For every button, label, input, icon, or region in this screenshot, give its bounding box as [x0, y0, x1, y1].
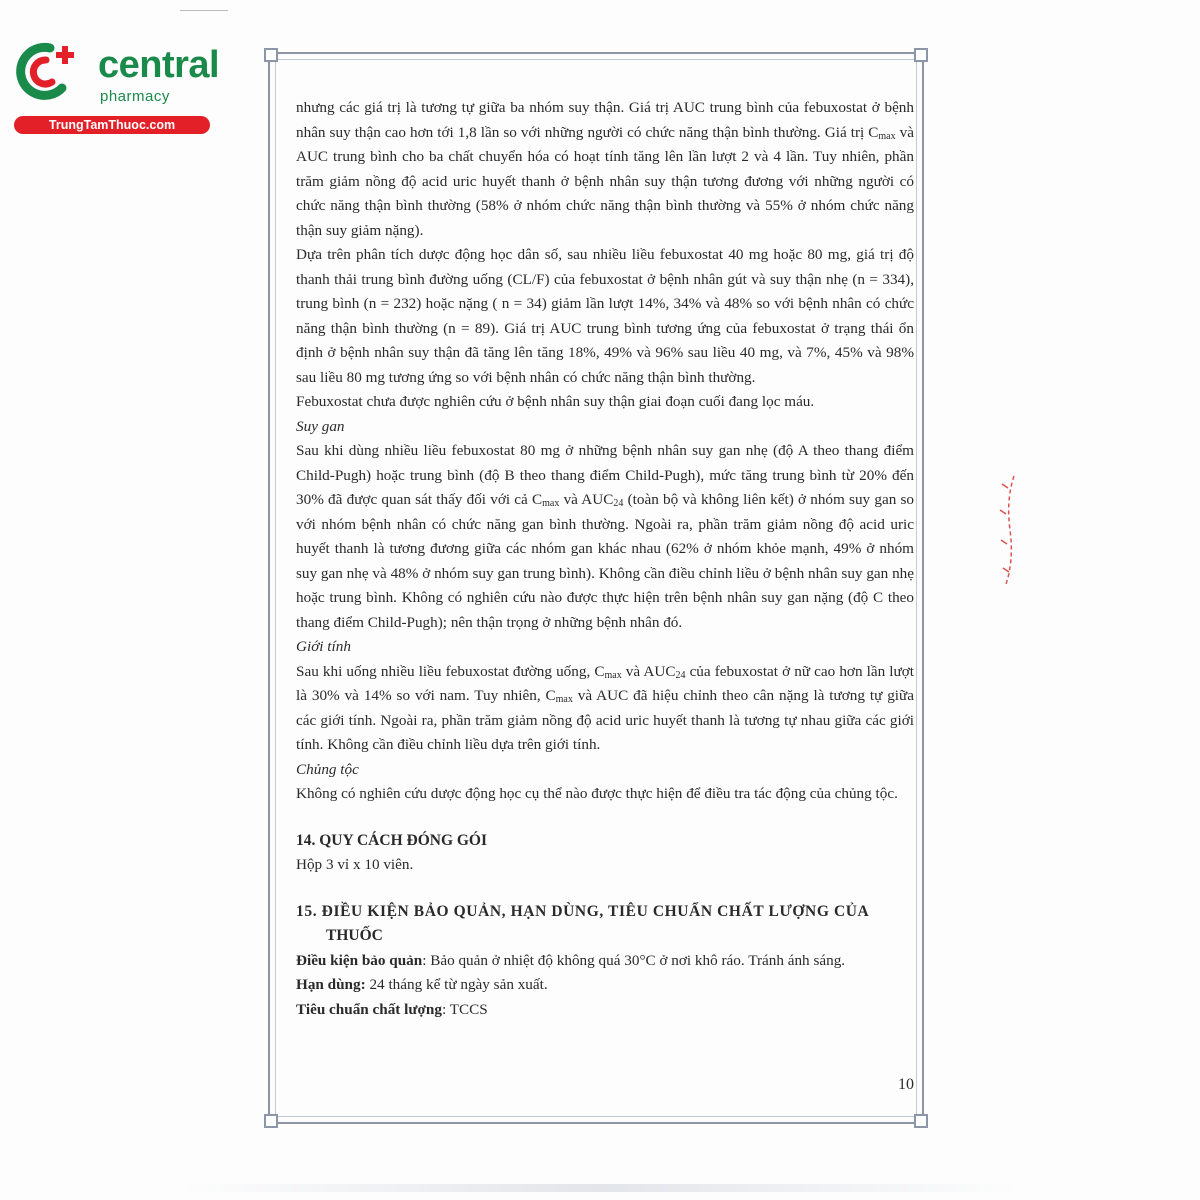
paragraph-liver: Sau khi dùng nhiều liều febuxostat 80 mg ở những bệnh nhân suy gan nhẹ (độ A theo thang điểm Child-Pugh) hoặc trung bình (độ B theo thang điểm Child-Pugh), mức tăng trung bình từ 20% đến 30% đã được quan sát thấy đối với cả $C_{max}$ và $AUC_{24}$ (toàn bộ và không liên kết) ở nhóm suy gan so với nhóm bệnh nhân có chức năng gan bình thường. Ngoài ra, phần trăm giảm nồng độ acid uric huyết thanh là tương đương giữa các nhóm gan khác nhau (62% ở nhóm khỏe mạnh, 49% ở nhóm suy gan nhẹ và 48% ở nhóm suy gan trung bình). Không cần điều chỉnh liều ở bệnh nhân suy gan nhẹ hoặc trung bình. Không có nghiên cứu nào được thực hiện trên bệnh nhân suy gan nặng (độ C theo thang điểm Child-Pugh); nên thận trọng ở những bệnh nhân đó. — [296, 442, 915, 631]
paragraph-gender: Sau khi uống nhiều liều febuxostat đường uống, $C_{max}$ và $AUC_{24}$ của febuxostat ở nữ cao hơn lần lượt là 30% và 14% so với nam. Tuy nhiên, $C_{max}$ và AUC đã hiệu chỉnh theo cân nặng là tương tự giữa các giới tính. Ngoài ra, phần trăm giảm nồng độ acid uric huyết thanh là tương tự nhau giữa các giới tính. Không cần điều chỉnh liều dựa trên giới tính. — [296, 662, 915, 753]
paragraph-renal-3: Febuxostat chưa được nghiên cứu ở bệnh nhân suy thận giai đoạn cuối đang lọc máu. — [296, 393, 815, 410]
subheading-gender: Giới tính — [296, 638, 351, 655]
frame-corner — [914, 48, 928, 62]
logo-mark-icon — [10, 40, 82, 102]
expiry: Hạn dùng: 24 tháng kể từ ngày sản xuất. — [296, 976, 548, 993]
frame-corner — [914, 1114, 928, 1128]
storage-conditions: Điều kiện bảo quản: Bảo quản ở nhiệt độ không quá 30°C ở nơi khô ráo. Tránh ánh sáng. — [296, 951, 846, 969]
paragraph-race: Không có nghiên cứu dược động học cụ thể nào được thực hiện để điều tra tác động của chủng tộc. — [296, 785, 898, 802]
logo-name: central — [98, 44, 220, 86]
logo-url-badge[interactable]: TrungTamThuoc.com — [14, 116, 210, 134]
logo-subtitle: pharmacy — [100, 88, 170, 105]
subheading-race: Chủng tộc — [296, 760, 359, 778]
top-tab-mark — [180, 0, 228, 11]
section-14-title: 14. QUY CÁCH ĐÓNG GÓI — [296, 831, 488, 849]
paragraph-renal-1: nhưng các giá trị là tương tự giữa ba nhóm suy thận. Giá trị AUC trung bình của febuxostat ở bệnh nhân suy thận cao hơn tới 1,8 lần so với những người có chức năng thận bình thường. Giá trị $C_{max}$ và AUC trung bình cho ba chất chuyển hóa có hoạt tính tăng lên lần lượt 2 và 4 lần. Tuy nhiên, phần trăm giảm nồng độ acid uric huyết thanh ở bệnh nhân suy thận tương đương với những người có chức năng thận bình thường (58% ở nhóm chức năng thận bình thường và 55% ở nhóm chức năng thận suy giảm nặng). — [296, 99, 914, 239]
section-15-title: 15. ĐIỀU KIỆN BẢO QUẢN, HẠN DÙNG, TIÊU CHUẨN CHẤT LƯỢNG CỦA THUỐC — [296, 902, 870, 944]
page-number: 10 — [898, 1076, 914, 1093]
subheading-liver: Suy gan — [296, 417, 345, 435]
red-stamp-fragment-icon — [992, 470, 1022, 590]
quality-standard: Tiêu chuẩn chất lượng: TCCS — [296, 1000, 488, 1018]
section-14-body: Hộp 3 vỉ x 10 viên. — [296, 856, 414, 873]
paragraph-renal-2: Dựa trên phân tích dược động học dân số, sau nhiều liều febuxostat 40 mg hoặc 80 mg, giá trị độ thanh thải trung bình đường uống (CL/F) của febuxostat ở bệnh nhân gút và suy thận nhẹ (n = 334), trung bình (n = 232) hoặc nặng ( n = 34) giảm lần lượt 14%, 34% và 48% so với bệnh nhân có chức năng thận bình thường (n = 89). Giá trị AUC trung bình tương ứng của febuxostat ở trạng thái ổn định ở bệnh nhân suy thận đã tăng lên tăng 18%, 49% và 96% sau liều 40 mg, và 7%, 45% và 98% sau liều 80 mg tương ứng so với bệnh nhân có chức năng thận bình thường. — [296, 246, 914, 386]
central-pharmacy-logo[interactable] — [10, 38, 220, 138]
document-body — [296, 96, 914, 1022]
scan-edge-artifact — [180, 1184, 1020, 1192]
frame-corner — [264, 48, 278, 62]
frame-corner — [264, 1114, 278, 1128]
